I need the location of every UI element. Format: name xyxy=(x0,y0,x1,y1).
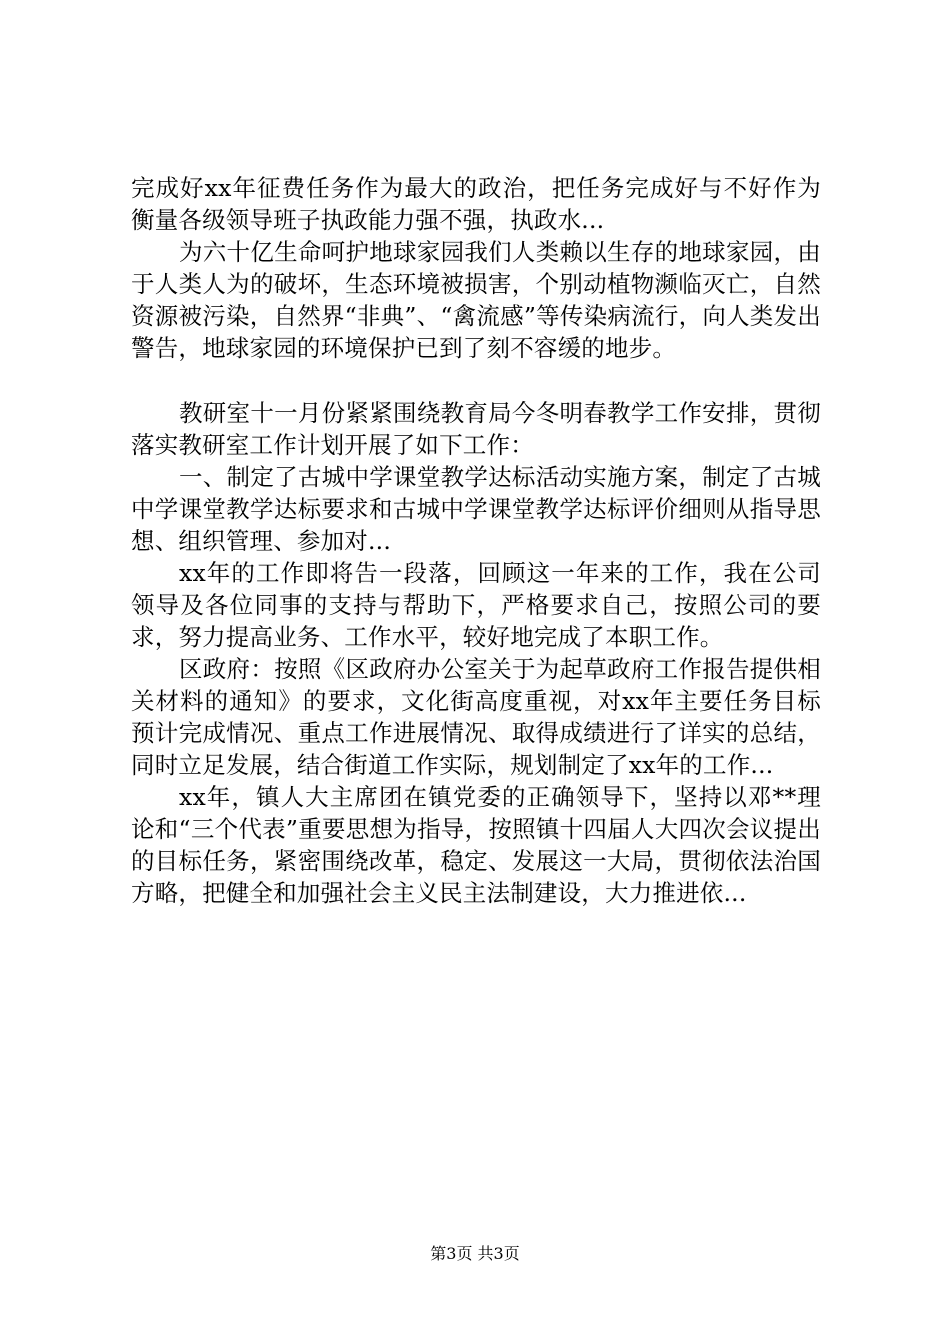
paragraph-standard-plan: 一、制定了古城中学课堂教学达标活动实施方案，制定了古城中学课堂教学达标要求和古城中学课堂教学达标评价细则从指导思想、组织管理、参加对... xyxy=(131,463,821,555)
paragraph-town-congress: xx年，镇人大主席团在镇党委的正确领导下，坚持以邓**理论和“三个代表”重要思想为指导，按照镇十四届人大四次会议提出的目标任务，紧密围绕改革，稳定、发展这一大局，贯彻依法治国方略，把健全和加强社会主义民主法制建设，大力推进依... xyxy=(131,783,821,907)
paragraph-tax-collection: 完成好xx年征费任务作为最大的政治，把任务完成好与不好作为衡量各级领导班子执政能力强不强，执政水... xyxy=(131,174,821,234)
paragraph-earth-protection: 为六十亿生命呵护地球家园我们人类赖以生存的地球家园，由于人类人为的破坏，生态环境被损害，个别动植物濒临灭亡，自然资源被污染，自然界“非典”、“禽流感”等传染病流行，向人类发出警告，地球家园的环境保护已到了刻不容缓的地步。 xyxy=(131,238,821,362)
paragraph-teaching-research: 教研室十一月份紧紧围绕教育局今冬明春教学工作安排，贯彻落实教研室工作计划开展了如下工作： xyxy=(131,399,821,459)
paragraph-district-government: 区政府：按照《区政府办公室关于为起草政府工作报告提供相关材料的通知》的要求，文化街高度重视，对xx年主要任务目标预计完成情况、重点工作进展情况、取得成绩进行了详实的总结，同时立足发展，结合街道工作实际，规划制定了xx年的工作... xyxy=(131,655,821,779)
page-number-footer: 第3页 共3页 xyxy=(430,1244,520,1263)
paragraph-spacer xyxy=(131,364,821,397)
document-body xyxy=(131,172,821,909)
paragraph-year-review: xx年的工作即将告一段落，回顾这一年来的工作，我在公司领导及各位同事的支持与帮助下，严格要求自己，按照公司的要求，努力提高业务、工作水平，较好地完成了本职工作。 xyxy=(131,559,821,651)
